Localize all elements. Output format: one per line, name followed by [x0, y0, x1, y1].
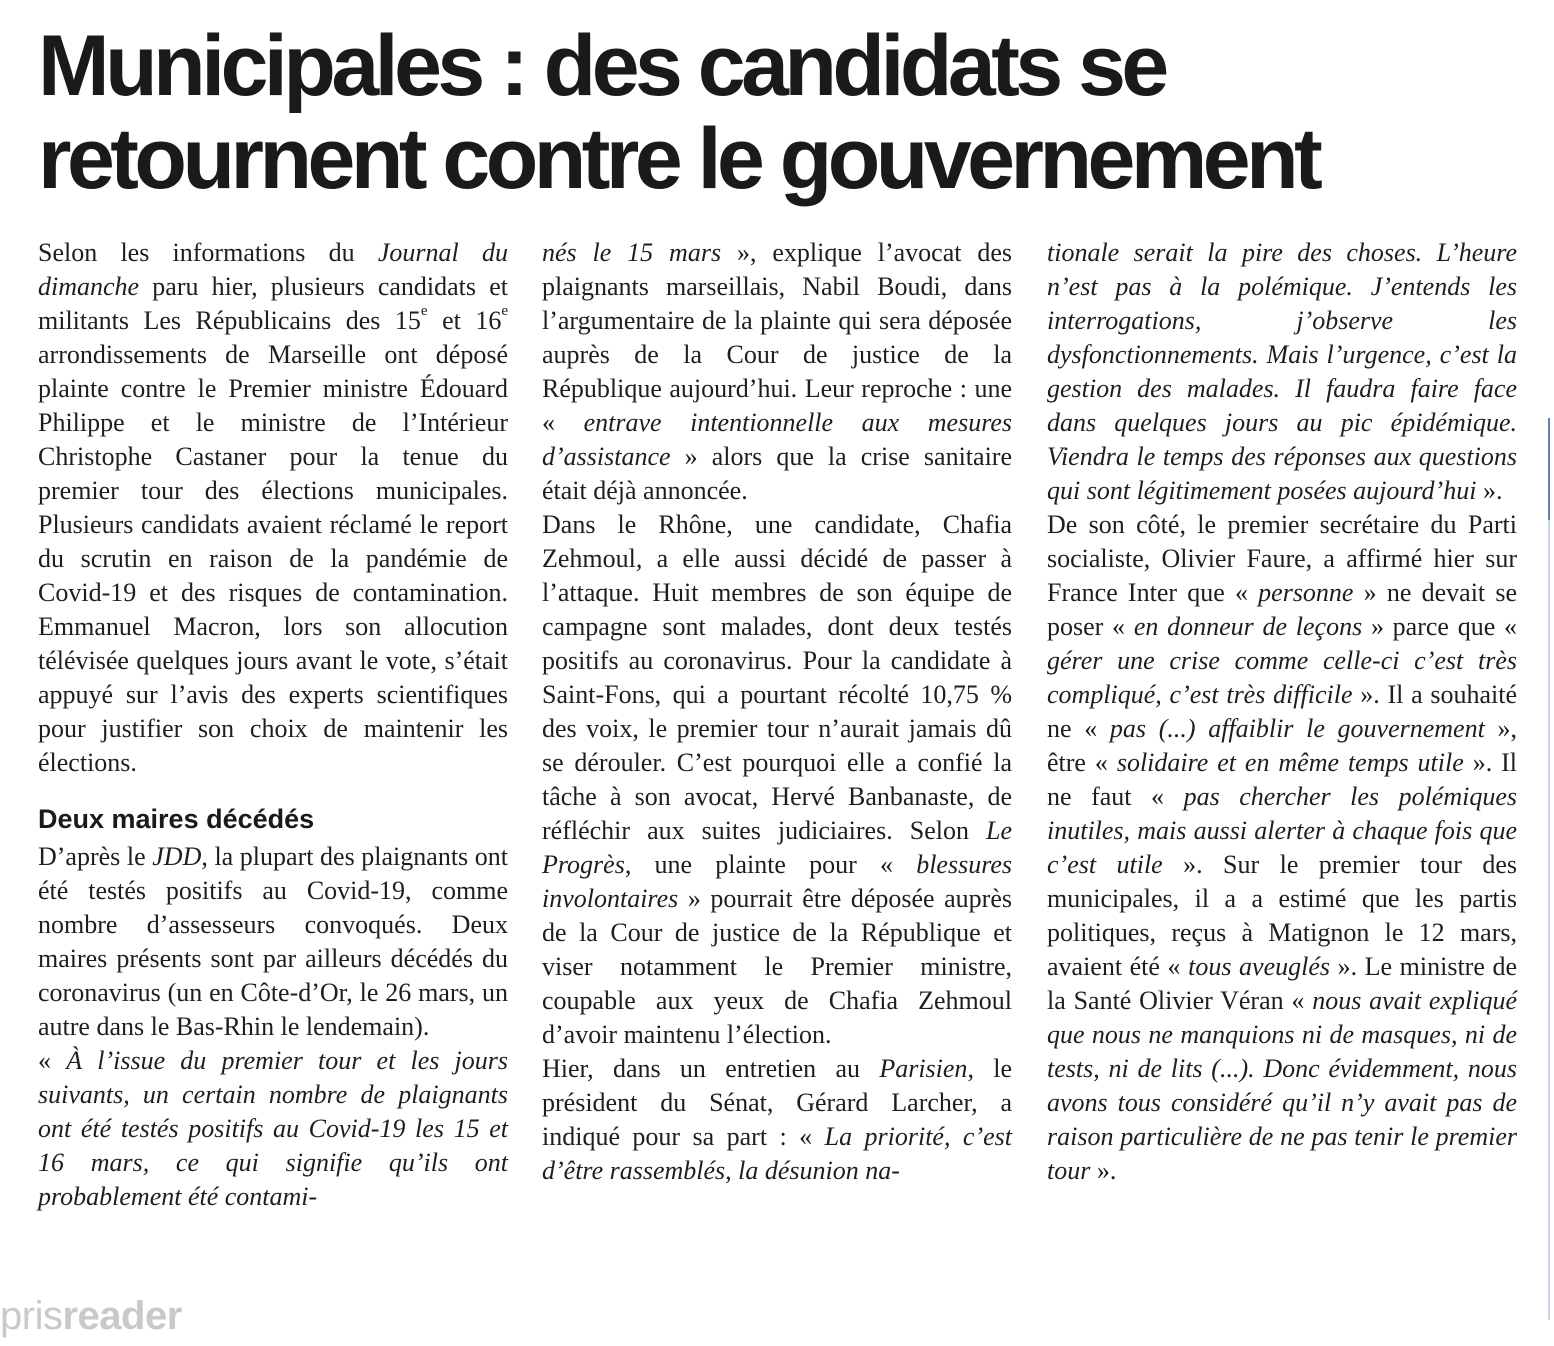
paragraph: Selon les informations du Journal du dimanche paru hier, plusieurs candidats et militants Les Républicains des 15e et 16e arrondissements de Marseille ont déposé plainte contre le Premier ministre Édouard Philippe et le ministre de l’Intérieur Christophe Castaner pour la tenue du premier tour des élections municipales. Plusieurs candidats avaient réclamé le report du scrutin en raison de la pandémie de Covid-19 et des risques de contamination. Emmanuel Macron, lors son allocution télévisée quelques jours avant le vote, s’était appuyé sur l’avis des experts scientifiques pour justifier son choix de maintenir les élections. — [38, 238, 509, 777]
paragraph: Hier, dans un entretien au Parisien, le président du Sénat, Gérard Larcher, a indiqué pour sa part : « La priorité, c’est d’être rassemblés, la désunion na- — [542, 1054, 1013, 1185]
paragraph: De son côté, le premier secrétaire du Parti socialiste, Olivier Faure, a affirmé hier sur France Inter que « personne » ne devait se poser « en donneur de leçons » parce que « gérer une crise comme celle-ci c’est très compliqué, c’est très difficile ». Il a souhaité ne « pas (...) affaiblir le gouvernement », être « solidaire et en même temps utile ». Il ne faut « pas chercher les polémiques inutiles, mais aussi alerter à chaque fois que c’est utile ». Sur le premier tour des municipales, il a a estimé que les partis politiques, reçus à Matignon le 12 mars, avaient été « tous aveuglés ». Le ministre de la Santé Olivier Véran « nous avait expliqué que nous ne manquions ni de masques, ni de tests, ni de lits (...). Donc évidemment, nous avons tous considéré qu’il n’y avait pas de raison particulière de ne pas tenir le premier tour ». — [1047, 510, 1518, 1185]
subheading: Deux maires décédés — [38, 804, 315, 834]
column-3 — [1047, 236, 1517, 1188]
paragraph: « À l’issue du premier tour et les jours suivants, un certain nombre de plaignants ont été testés positifs au Covid-19 les 15 et 16 mars, ce qui signifie qu’ils ont probablement été contami- — [38, 1046, 509, 1211]
column-1 — [38, 236, 508, 1214]
column-edge-rule — [1548, 520, 1550, 1320]
paragraph: D’après le JDD, la plupart des plaignants ont été testés positifs au Covid-19, comme nombre d’assesseurs convoqués. Deux maires présents sont par ailleurs décédés du coronavirus (un en Côte-d’Or, le 26 mars, un autre dans le Bas-Rhin le lendemain). — [38, 842, 508, 1041]
column-2 — [542, 236, 1012, 1188]
headline: Municipales : des candidats se retournent contre le gouvernement — [38, 18, 1319, 207]
paragraph: nés le 15 mars », explique l’avocat des plaignants marseillais, Nabil Boudi, dans l’argumentaire de la plainte qui sera déposée auprès de la Cour de justice de la République aujourd’hui. Leur reproche : une « entrave intentionnelle aux mesures d’assistance » alors que la crise sanitaire était déjà annoncée. — [542, 238, 1012, 505]
watermark-logo: prisreader — [0, 1294, 182, 1338]
paragraph: tionale serait la pire des choses. L’heure n’est pas à la polémique. J’entends les interrogations, j’observe les dysfonctionnements. Mais l’urgence, c’est la gestion des malades. Il faudra faire face dans quelques jours au pic épidémique. Viendra le temps des réponses aux questions qui sont légitimement posées aujourd’hui ». — [1047, 238, 1517, 505]
paragraph: Dans le Rhône, une candidate, Chafia Zehmoul, a elle aussi décidé de passer à l’attaque. Huit membres de son équipe de campagne sont malades, dont deux testés positifs au coronavirus. Pour la candidate à Saint-Fons, qui a pourtant récolté 10,75 % des voix, le premier tour n’aurait jamais dû se dérouler. C’est pourquoi elle a confié la tâche à son avocat, Hervé Banbanaste, de réfléchir aux suites judiciaires. Selon Le Progrès, une plainte pour « blessures involontaires » pourrait être déposée auprès de la Cour de justice de la République et viser notamment le Premier ministre, coupable aux yeux de Chafia Zehmoul d’avoir maintenu l’élection. — [542, 510, 1012, 1049]
